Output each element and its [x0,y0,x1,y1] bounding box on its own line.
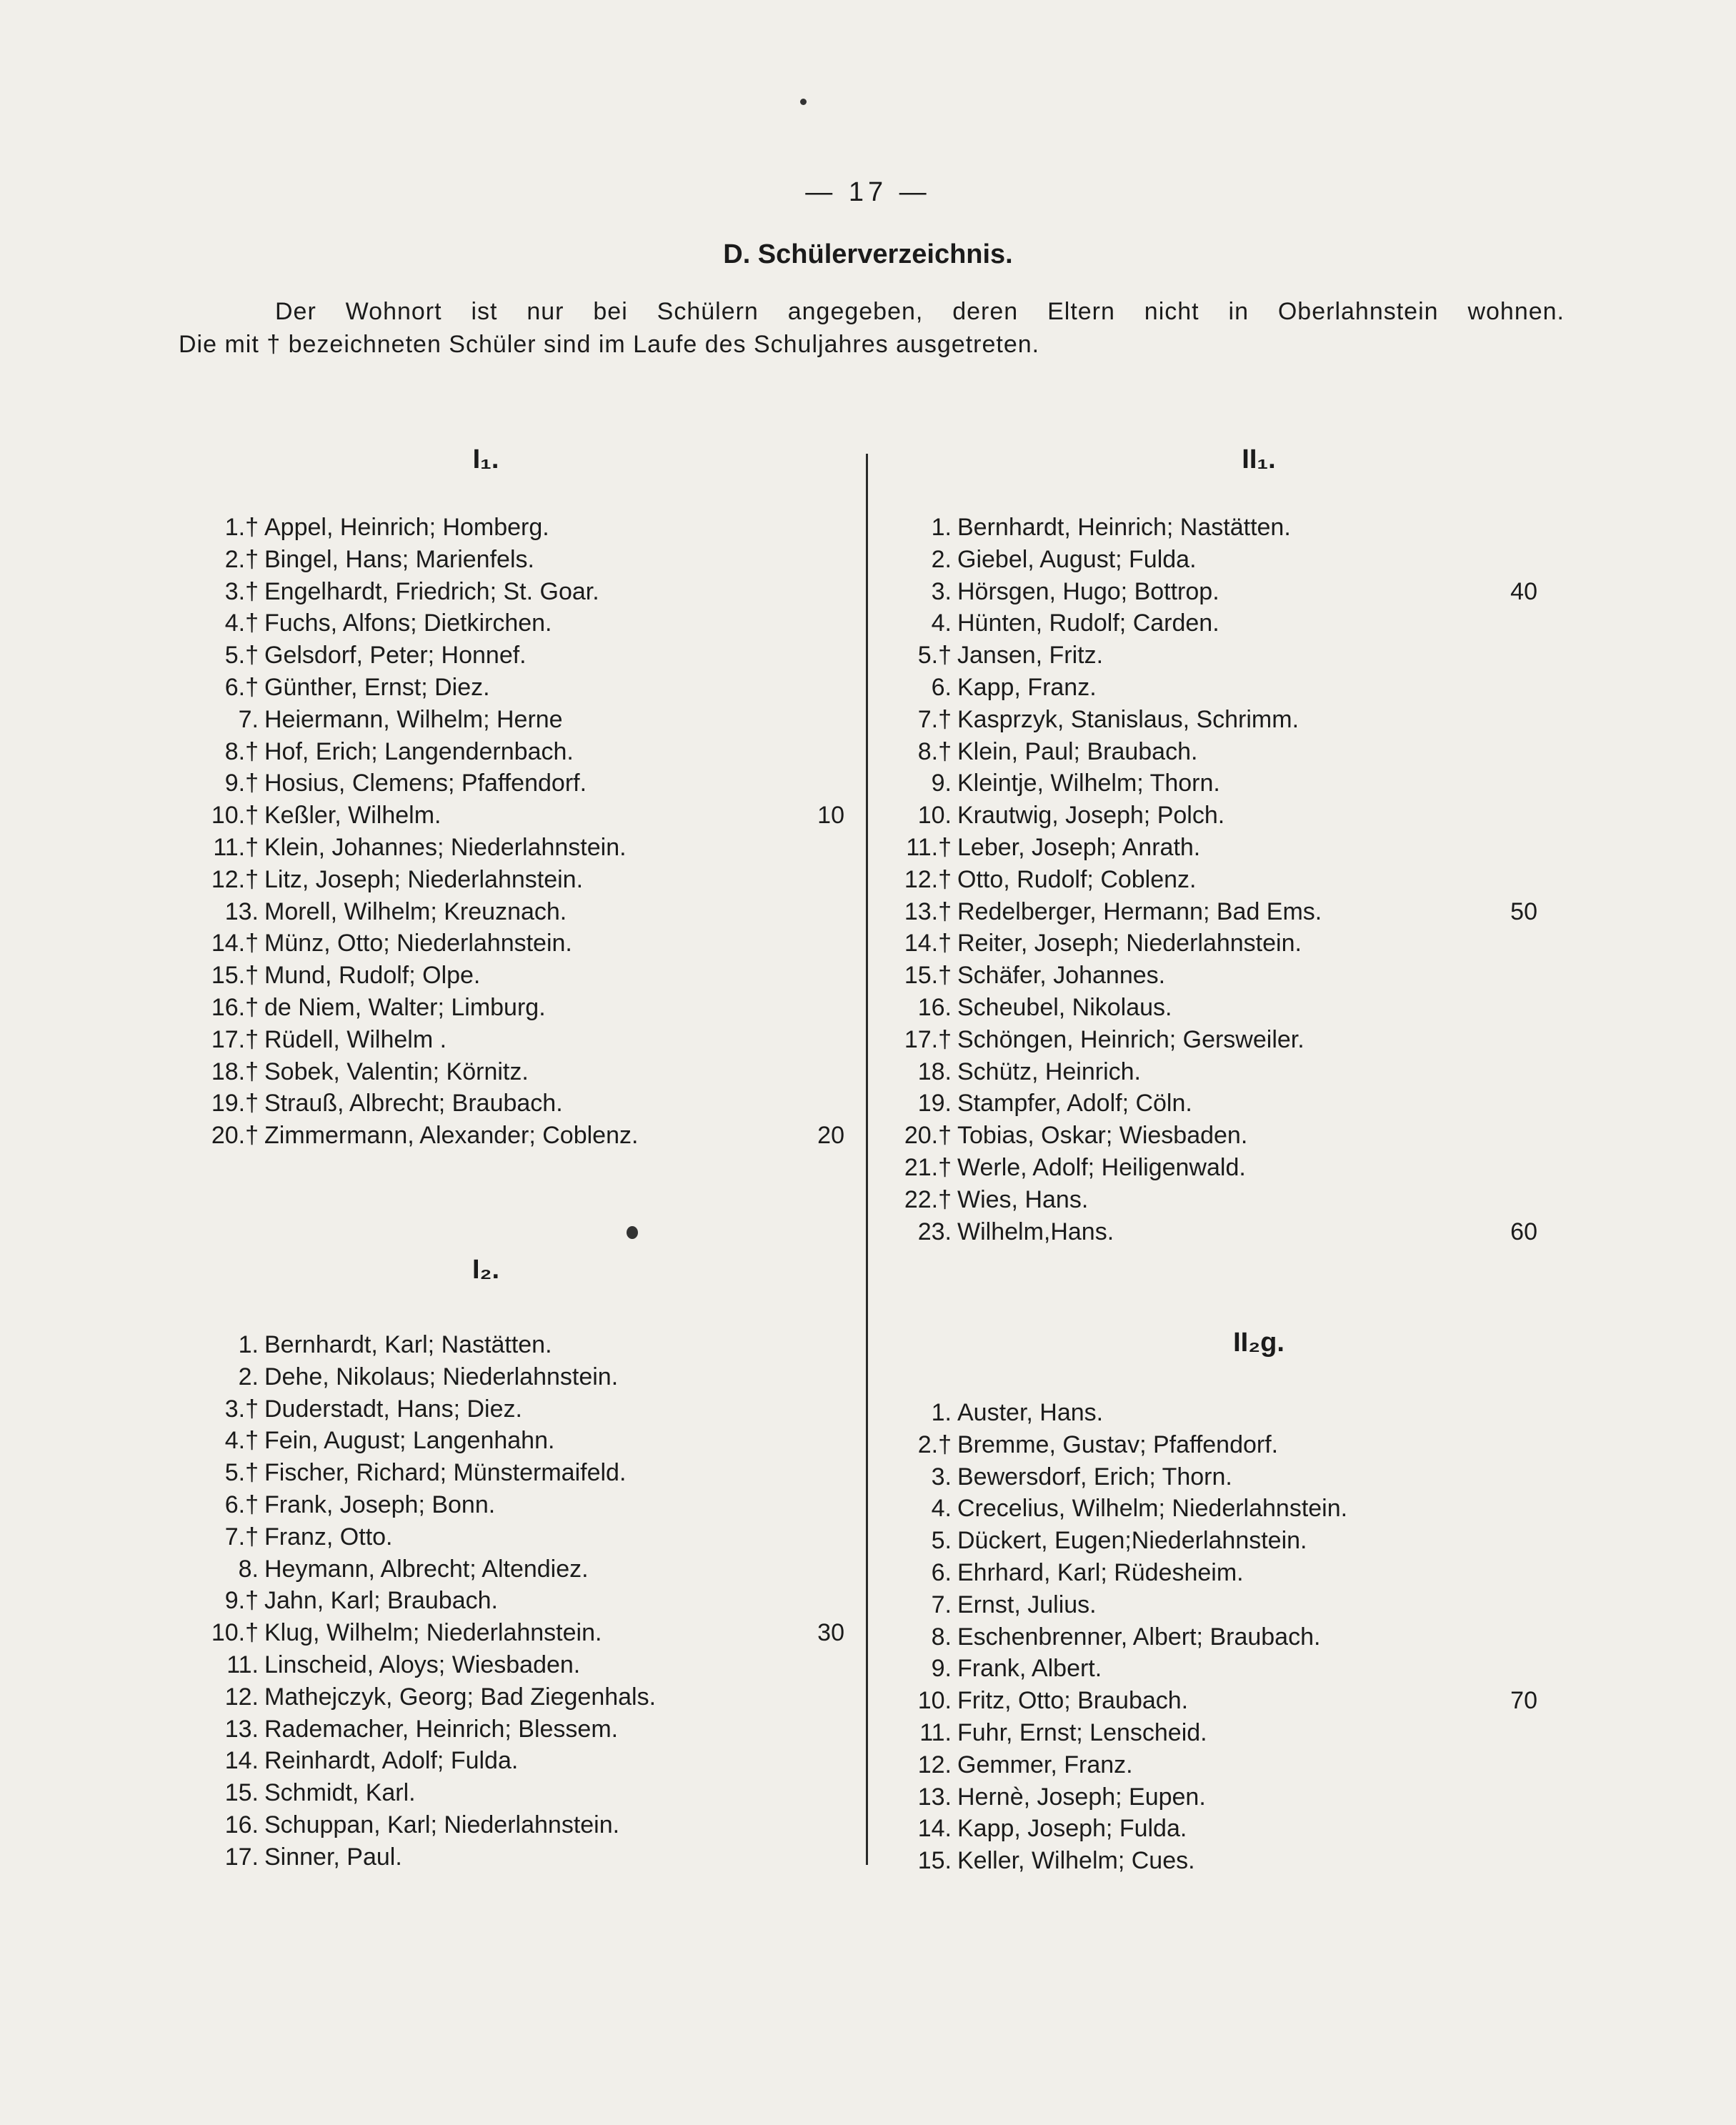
entry-number: 4.† [224,609,259,637]
student-name: Franz, Otto. [264,1523,393,1551]
entry-number: 9. [931,770,952,797]
student-name: Hünten, Rudolf; Carden. [957,609,1219,637]
entry-number: 17.† [211,1025,259,1053]
student-name: Jahn, Karl; Braubach. [264,1587,498,1615]
entry-number: 18.† [211,1057,259,1085]
entry-number: 15.† [211,962,259,990]
student-name: Bremme, Gustav; Pfaffendorf. [957,1430,1279,1458]
student-name: Schäfer, Johannes. [957,962,1166,990]
entry-number: 2. [931,545,952,573]
student-name: Fritz, Otto; Braubach. [957,1687,1189,1715]
entry-number: 13.† [904,897,952,925]
student-name: Reiter, Joseph; Niederlahnstein. [957,930,1302,957]
student-name: de Niem, Walter; Limburg. [264,993,546,1021]
entry-number: 15. [917,1847,952,1875]
entry-number: 17. [224,1843,259,1871]
entry-number: 10. [917,1687,952,1715]
print-speck [800,99,807,105]
entry-number: 5.† [224,1459,259,1487]
student-name: Schmidt, Karl. [264,1779,416,1807]
student-name: Klug, Wilhelm; Niederlahnstein. [264,1619,602,1647]
entry-number: 3.† [224,1395,259,1423]
student-name: Klein, Johannes; Niederlahnstein. [264,833,627,861]
entry-number: 11. [226,1651,259,1678]
entry-number: 12. [224,1683,259,1711]
student-name: Linscheid, Aloys; Wiesbaden. [264,1651,581,1678]
entry-number: 13. [917,1783,952,1811]
student-name: Bernhardt, Heinrich; Nastätten. [957,514,1291,541]
student-name: Leber, Joseph; Anrath. [957,833,1201,861]
student-name: Scheubel, Nikolaus. [957,993,1172,1021]
running-count: 10 [817,802,844,830]
student-name: Mund, Rudolf; Olpe. [264,962,481,990]
entry-number: 19. [917,1090,952,1118]
running-count: 30 [817,1619,844,1647]
student-name: Stampfer, Adolf; Cöln. [957,1090,1192,1118]
student-name: Hosius, Clemens; Pfaffendorf. [264,770,587,797]
entry-number: 3. [931,577,952,605]
entry-number: 8. [931,1623,952,1651]
student-name: Dückert, Eugen;Niederlahnstein. [957,1527,1307,1555]
entry-number: 8.† [917,737,952,765]
student-name: Kleintje, Wilhelm; Thorn. [957,770,1220,797]
student-name: Keller, Wilhelm; Cues. [957,1847,1195,1875]
entry-number: 9.† [224,1587,259,1615]
entry-number: 6. [931,673,952,701]
student-name: Schütz, Heinrich. [957,1057,1141,1085]
entry-number: 10.† [211,802,259,830]
student-name: Wilhelm,Hans. [957,1218,1114,1245]
student-name: Litz, Joseph; Niederlahnstein. [264,865,584,893]
student-name: Wies, Hans. [957,1185,1089,1213]
entry-number: 12. [917,1751,952,1778]
entry-number: 6.† [224,673,259,701]
student-name: Tobias, Oskar; Wiesbaden. [957,1122,1248,1150]
section-title-II1: II₁. [1242,444,1276,474]
student-name: Jansen, Fritz. [957,642,1104,670]
column-divider [866,454,868,1865]
student-name: Strauß, Albrecht; Braubach. [264,1090,563,1118]
running-count: 70 [1510,1687,1537,1715]
section-title-I2: I₂. [472,1255,499,1285]
entry-number: 9. [931,1655,952,1683]
entry-number: 12.† [211,865,259,893]
student-name: Fuchs, Alfons; Dietkirchen. [264,609,552,637]
entry-number: 21.† [904,1153,952,1181]
student-name: Hof, Erich; Langendernbach. [264,737,574,765]
student-name: Sobek, Valentin; Körnitz. [264,1057,529,1085]
entry-number: 13. [224,1715,259,1743]
entry-number: 6.† [224,1491,259,1518]
student-name: Ehrhard, Karl; Rüdesheim. [957,1558,1244,1586]
running-count: 20 [817,1122,844,1150]
intro-line-2: Die mit † bezeichneten Schüler sind im Laufe des Schuljahres ausgetreten. [179,331,1040,358]
entry-number: 8.† [224,737,259,765]
student-name: Bewersdorf, Erich; Thorn. [957,1463,1232,1491]
entry-number: 9.† [224,770,259,797]
section-title-I1: I₁. [472,444,499,474]
entry-number: 10. [917,802,952,830]
entry-number: 3. [931,1463,952,1491]
student-name: Eschenbrenner, Albert; Braubach. [957,1623,1321,1651]
student-name: Heiermann, Wilhelm; Herne [264,705,563,733]
entry-number: 23. [917,1218,952,1245]
student-name: Gelsdorf, Peter; Honnef. [264,642,527,670]
entry-number: 13. [224,897,259,925]
entry-number: 14.† [211,930,259,957]
page-number: — 17 — [805,177,931,207]
entry-number: 16. [224,1811,259,1838]
entry-number: 16.† [211,993,259,1021]
entry-number: 8. [238,1555,259,1583]
student-name: Fischer, Richard; Münstermaifeld. [264,1459,627,1487]
student-name: Kapp, Franz. [957,673,1097,701]
entry-number: 5.† [917,642,952,670]
student-name: Crecelius, Wilhelm; Niederlahnstein. [957,1495,1348,1523]
entry-number: 1. [931,514,952,541]
entry-number: 5. [931,1527,952,1555]
student-name: Fuhr, Ernst; Lenscheid. [957,1718,1207,1746]
entry-number: 17.† [904,1025,952,1053]
entry-number: 20.† [904,1122,952,1150]
student-name: Dehe, Nikolaus; Niederlahnstein. [264,1363,619,1390]
student-name: Redelberger, Hermann; Bad Ems. [957,897,1322,925]
student-name: Giebel, August; Fulda. [957,545,1197,573]
entry-number: 16. [917,993,952,1021]
entry-number: 2.† [917,1430,952,1458]
entry-number: 6. [931,1558,952,1586]
entry-number: 1.† [224,514,259,541]
student-name: Schöngen, Heinrich; Gersweiler. [957,1025,1305,1053]
student-name: Rüdell, Wilhelm . [264,1025,447,1053]
print-speck [627,1226,638,1239]
student-name: Hörsgen, Hugo; Bottrop. [957,577,1219,605]
entry-number: 7.† [917,705,952,733]
student-name: Kapp, Joseph; Fulda. [957,1815,1187,1843]
entry-number: 14. [224,1747,259,1775]
section-title-II2g: II₂g. [1233,1328,1284,1358]
entry-number: 15. [224,1779,259,1807]
entry-number: 19.† [211,1090,259,1118]
entry-number: 22.† [904,1185,952,1213]
entry-number: 7. [238,705,259,733]
student-name: Kasprzyk, Stanislaus, Schrimm. [957,705,1299,733]
student-name: Engelhardt, Friedrich; St. Goar. [264,577,599,605]
student-name: Fein, August; Langenhahn. [264,1427,555,1455]
student-name: Krautwig, Joseph; Polch. [957,802,1225,830]
entry-number: 11.† [906,833,952,861]
running-count: 40 [1510,577,1537,605]
student-name: Klein, Paul; Braubach. [957,737,1198,765]
student-name: Frank, Albert. [957,1655,1102,1683]
student-name: Frank, Joseph; Bonn. [264,1491,496,1518]
student-name: Gemmer, Franz. [957,1751,1133,1778]
student-name: Auster, Hans. [957,1399,1104,1426]
student-name: Keßler, Wilhelm. [264,802,442,830]
student-name: Appel, Heinrich; Homberg. [264,514,549,541]
running-count: 60 [1510,1218,1537,1245]
student-name: Bingel, Hans; Marienfels. [264,545,534,573]
student-name: Münz, Otto; Niederlahnstein. [264,930,572,957]
entry-number: 20.† [211,1122,259,1150]
entry-number: 4.† [224,1427,259,1455]
entry-number: 7.† [224,1523,259,1551]
student-name: Duderstadt, Hans; Diez. [264,1395,522,1423]
entry-number: 12.† [904,865,952,893]
entry-number: 2. [238,1363,259,1390]
page-title: D. Schülerverzeichnis. [723,239,1013,269]
entry-number: 2.† [224,545,259,573]
student-name: Ernst, Julius. [957,1591,1097,1618]
entry-number: 7. [931,1591,952,1618]
student-name: Hernè, Joseph; Eupen. [957,1783,1206,1811]
student-name: Sinner, Paul. [264,1843,402,1871]
student-name: Rademacher, Heinrich; Blessem. [264,1715,619,1743]
entry-number: 18. [917,1057,952,1085]
intro-line-1: Der Wohnort ist nur bei Schülern angegeben, deren Eltern nicht in Oberlahnstein wohnen. [275,298,1565,325]
student-name: Heymann, Albrecht; Altendiez. [264,1555,589,1583]
entry-number: 11.† [213,833,259,861]
entry-number: 1. [238,1331,259,1358]
entry-number: 4. [931,1495,952,1523]
entry-number: 10.† [211,1619,259,1647]
student-name: Mathejczyk, Georg; Bad Ziegenhals. [264,1683,657,1711]
entry-number: 14. [917,1815,952,1843]
student-name: Werle, Adolf; Heiligenwald. [957,1153,1246,1181]
student-name: Günther, Ernst; Diez. [264,673,490,701]
entry-number: 14.† [904,930,952,957]
student-name: Otto, Rudolf; Coblenz. [957,865,1197,893]
student-name: Zimmermann, Alexander; Coblenz. [264,1122,639,1150]
entry-number: 1. [931,1399,952,1426]
student-name: Morell, Wilhelm; Kreuznach. [264,897,567,925]
entry-number: 5.† [224,642,259,670]
entry-number: 4. [931,609,952,637]
running-count: 50 [1510,897,1537,925]
student-name: Schuppan, Karl; Niederlahnstein. [264,1811,620,1838]
entry-number: 15.† [904,962,952,990]
entry-number: 3.† [224,577,259,605]
student-name: Bernhardt, Karl; Nastätten. [264,1331,552,1358]
student-name: Reinhardt, Adolf; Fulda. [264,1747,519,1775]
entry-number: 11. [919,1718,952,1746]
